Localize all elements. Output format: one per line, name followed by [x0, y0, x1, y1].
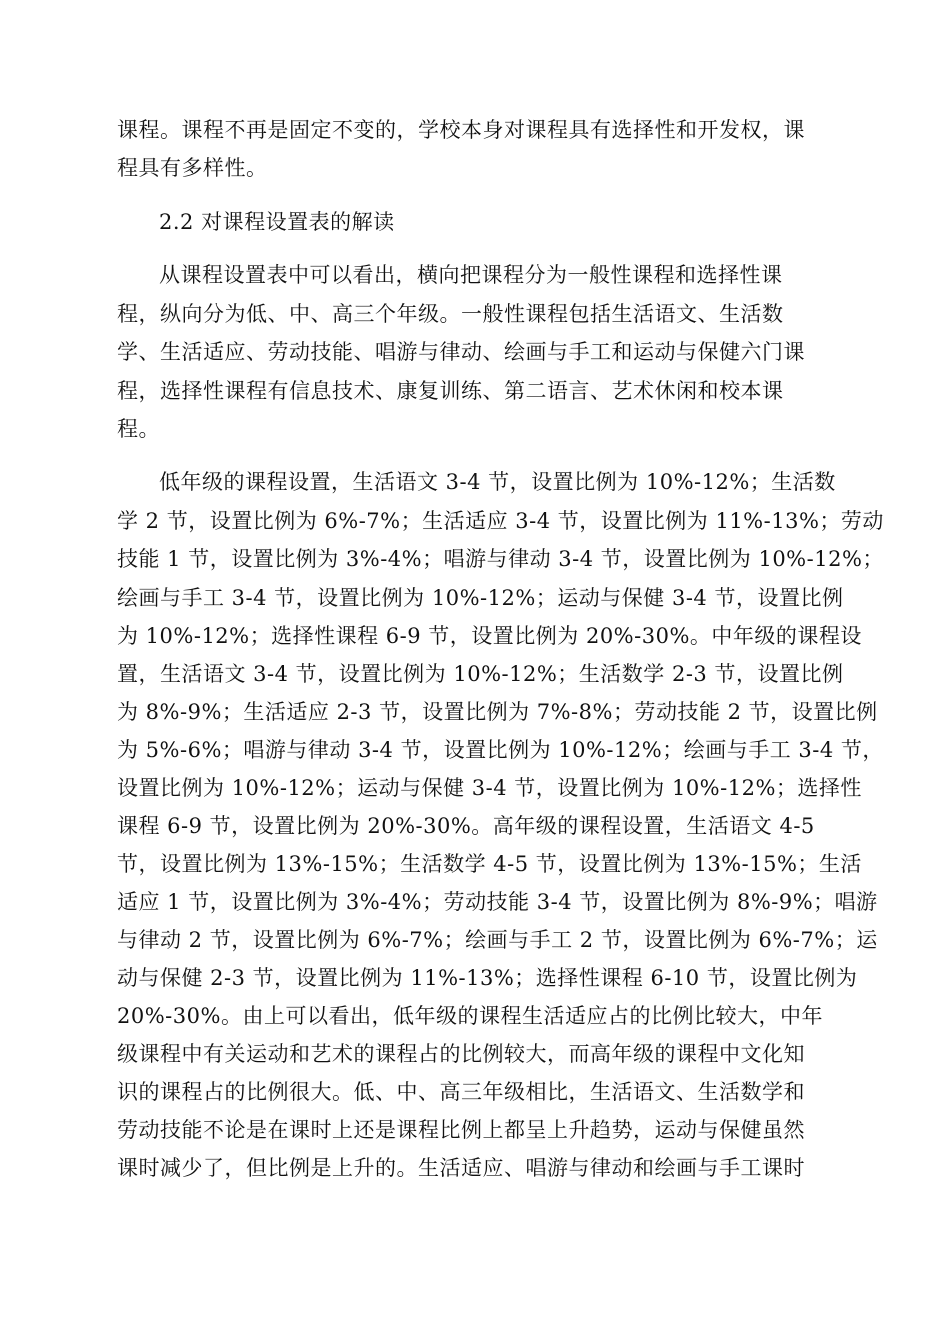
paragraph-3-line-13: 与律动 2 节，设置比例为 6%-7%；绘画与手工 2 节，设置比例为 6%-7%；运	[117, 928, 878, 952]
paragraph-3-line-15: 20%-30%。由上可以看出，低年级的课程生活适应占的比例比较大，中年	[117, 1004, 823, 1028]
paragraph-3-line-19: 课时减少了，但比例是上升的。生活适应、唱游与律动和绘画与手工课时	[117, 1156, 805, 1180]
paragraph-3-line-17: 识的课程占的比例很大。低、中、高三年级相比，生活语文、生活数学和	[117, 1080, 805, 1104]
paragraph-3-line-14: 动与保健 2-3 节，设置比例为 11%-13%；选择性课程 6-10 节，设置比例为	[117, 966, 858, 990]
paragraph-1-line-1: 课程。课程不再是固定不变的，学校本身对课程具有选择性和开发权，课	[117, 118, 805, 142]
paragraph-3-line-18: 劳动技能不论是在课时上还是课程比例上都呈上升趋势，运动与保健虽然	[117, 1118, 805, 1142]
paragraph-3-line-11: 节，设置比例为 13%-15%；生活数学 4-5 节，设置比例为 13%-15%；生活	[117, 852, 862, 876]
paragraph-3-line-5: 为 10%-12%；选择性课程 6-9 节，设置比例为 20%-30%。中年级的课程设	[117, 624, 862, 648]
paragraph-3-line-12: 适应 1 节，设置比例为 3%-4%；劳动技能 3-4 节，设置比例为 8%-9%；唱游	[117, 890, 878, 914]
paragraph-3-line-4: 绘画与手工 3-4 节，设置比例为 10%-12%；运动与保健 3-4 节，设置比例	[117, 586, 844, 610]
paragraph-1-line-2: 程具有多样性。	[117, 156, 268, 180]
paragraph-3-line-10: 课程 6-9 节，设置比例为 20%-30%。高年级的课程设置，生活语文 4-5	[117, 814, 815, 838]
paragraph-3-line-3: 技能 1 节，设置比例为 3%-4%；唱游与律动 3-4 节，设置比例为 10%-12%；	[117, 547, 884, 571]
paragraph-3-line-7: 为 8%-9%；生活适应 2-3 节，设置比例为 7%-8%；劳动技能 2 节，设置比例	[117, 700, 878, 724]
paragraph-2-line-4: 程，选择性课程有信息技术、康复训练、第二语言、艺术休闲和校本课	[117, 379, 784, 403]
paragraph-3-line-8: 为 5%-6%；唱游与律动 3-4 节，设置比例为 10%-12%；绘画与手工 3-4 节，	[117, 738, 884, 762]
paragraph-2-line-5: 程。	[117, 417, 160, 441]
paragraph-2-line-1: 从课程设置表中可以看出，横向把课程分为一般性课程和选择性课	[159, 263, 783, 287]
paragraph-2-line-3: 学、生活适应、劳动技能、唱游与律动、绘画与手工和运动与保健六门课	[117, 340, 805, 364]
paragraph-2-line-2: 程，纵向分为低、中、高三个年级。一般性课程包括生活语文、生活数	[117, 302, 784, 326]
paragraph-3-line-6: 置，生活语文 3-4 节，设置比例为 10%-12%；生活数学 2-3 节，设置比例	[117, 662, 844, 686]
section-heading: 2.2 对课程设置表的解读	[159, 210, 395, 234]
paragraph-3-line-2: 学 2 节，设置比例为 6%-7%；生活适应 3-4 节，设置比例为 11%-13%；劳动	[117, 509, 884, 533]
paragraph-3-line-16: 级课程中有关运动和艺术的课程占的比例较大，而高年级的课程中文化知	[117, 1042, 805, 1066]
paragraph-3-line-1: 低年级的课程设置，生活语文 3-4 节，设置比例为 10%-12%；生活数	[159, 470, 836, 494]
paragraph-3-line-9: 设置比例为 10%-12%；运动与保健 3-4 节，设置比例为 10%-12%；选择性	[117, 776, 862, 800]
